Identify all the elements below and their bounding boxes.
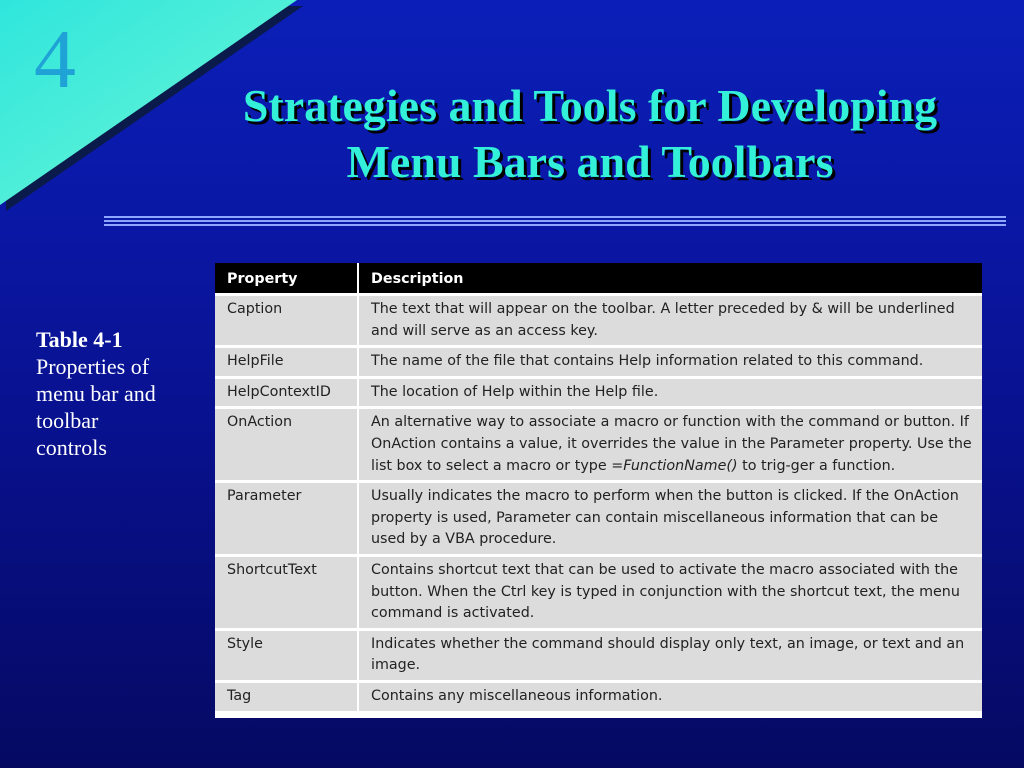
property-cell: ShortcutText (215, 555, 358, 629)
table-row (215, 681, 982, 710)
property-cell: Caption (215, 295, 358, 347)
table-row (215, 482, 982, 556)
property-cell: Parameter (215, 482, 358, 556)
description-cell (358, 408, 982, 482)
description-cell: The text that will appear on the toolbar. A letter preceded by & will be underlined and will serve as an access key. (358, 295, 982, 347)
table-row (215, 555, 982, 629)
description-cell: Usually indicates the macro to perform when the button is clicked. If the OnAction property is used, Parameter can contain miscellaneous information that can be used by a VBA procedure. (358, 482, 982, 556)
table-caption-text: Properties of menu bar and toolbar controls (36, 354, 156, 460)
property-cell: HelpContextID (215, 377, 358, 408)
description-cell: Contains any miscellaneous information. (358, 681, 982, 710)
slide-title-line-2: Menu Bars and Toolbars (346, 136, 834, 187)
property-cell: OnAction (215, 408, 358, 482)
table-row (215, 295, 982, 347)
description-text: An alternative way to associate a macro or function with the command or button. If OnAction contains a value, it overrides the value in the Parameter property. Use the list box to select a macro or type (371, 414, 972, 474)
description-text: to trig-ger a function. (737, 457, 896, 474)
description-cell: The name of the file that contains Help information related to this command. (358, 347, 982, 378)
properties-table (215, 263, 982, 711)
chapter-number: 4 (34, 13, 76, 106)
slide-title (170, 78, 1010, 190)
property-cell: Tag (215, 681, 358, 710)
property-cell: Style (215, 629, 358, 681)
header-property: Property (215, 263, 358, 295)
header-description: Description (358, 263, 982, 295)
property-cell: HelpFile (215, 347, 358, 378)
table-row (215, 347, 982, 378)
divider-line (104, 224, 1006, 226)
description-italic-text: =FunctionName() (611, 457, 738, 474)
divider-line (104, 220, 1006, 222)
divider-line (104, 216, 1006, 218)
description-cell: The location of Help within the Help file. (358, 377, 982, 408)
table-row (215, 629, 982, 681)
table-caption-label: Table 4-1 (36, 327, 123, 352)
title-divider (104, 216, 1006, 228)
table-row (215, 377, 982, 408)
slide-title-line-1: Strategies and Tools for Developing (242, 80, 938, 131)
table-header-row (215, 263, 982, 295)
properties-table-container (215, 263, 982, 718)
table-row (215, 408, 982, 482)
description-cell: Contains shortcut text that can be used to activate the macro associated with the button. When the Ctrl key is typed in conjunction with the shortcut text, the menu command is activated. (358, 555, 982, 629)
description-cell: Indicates whether the command should display only text, an image, or text and an image. (358, 629, 982, 681)
table-caption (36, 326, 171, 461)
